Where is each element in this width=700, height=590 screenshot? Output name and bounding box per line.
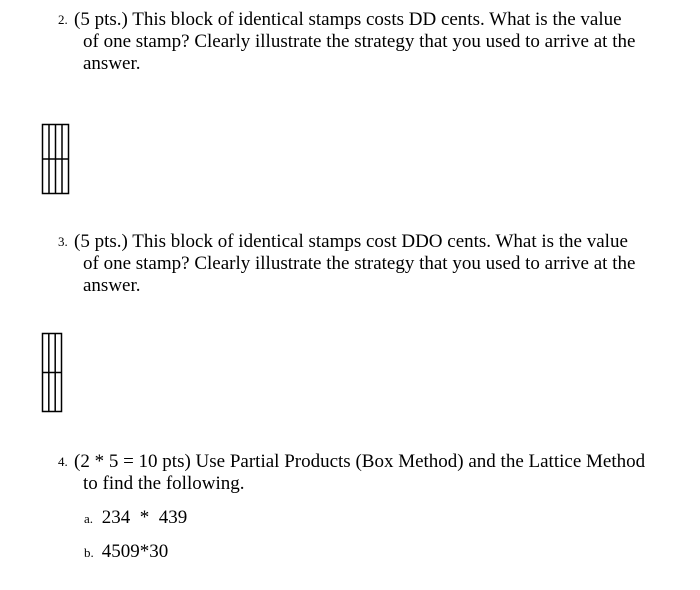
stamp-block-outline bbox=[43, 125, 69, 194]
question-2 bbox=[58, 9, 694, 75]
question-3-text-1: (5 pts.) This block of identical stamps cost DDO cents. What is the value bbox=[74, 231, 628, 252]
sub-item-b-label: b. bbox=[84, 545, 94, 560]
question-4-sub-item-b bbox=[84, 541, 168, 564]
question-2-text-1: (5 pts.) This block of identical stamps costs DD cents. What is the value bbox=[74, 9, 622, 30]
question-2-text-3: answer. bbox=[83, 53, 141, 74]
question-4-line-1 bbox=[58, 451, 694, 473]
question-2-line-1 bbox=[58, 9, 694, 31]
question-2-text-2: of one stamp? Clearly illustrate the strategy that you used to arrive at the bbox=[83, 31, 636, 52]
sub-item-a-text: 234 * 439 bbox=[101, 507, 188, 528]
question-4 bbox=[58, 451, 694, 495]
question-3-text-2: of one stamp? Clearly illustrate the strategy that you used to arrive at the bbox=[83, 253, 636, 274]
stamp-grid-3x2 bbox=[43, 334, 62, 412]
question-2-number: 2. bbox=[58, 12, 68, 27]
stamp-grid-4x2 bbox=[43, 125, 69, 194]
question-4-text-1: (2 * 5 = 10 pts) Use Partial Products (Box Method) and the Lattice Method bbox=[74, 451, 646, 472]
sub-item-a-label: a. bbox=[84, 511, 94, 526]
question-3-text-3: answer. bbox=[83, 275, 141, 296]
stamp-block-outline bbox=[43, 334, 62, 412]
question-3-number: 3. bbox=[58, 234, 68, 249]
question-4-text-2: to find the following. bbox=[83, 473, 245, 494]
question-3 bbox=[58, 231, 694, 297]
question-4-number: 4. bbox=[58, 454, 68, 469]
question-4-sub-item-a bbox=[84, 507, 187, 530]
sub-item-b-text: 4509*30 bbox=[101, 541, 169, 562]
question-3-line-1 bbox=[58, 231, 694, 253]
